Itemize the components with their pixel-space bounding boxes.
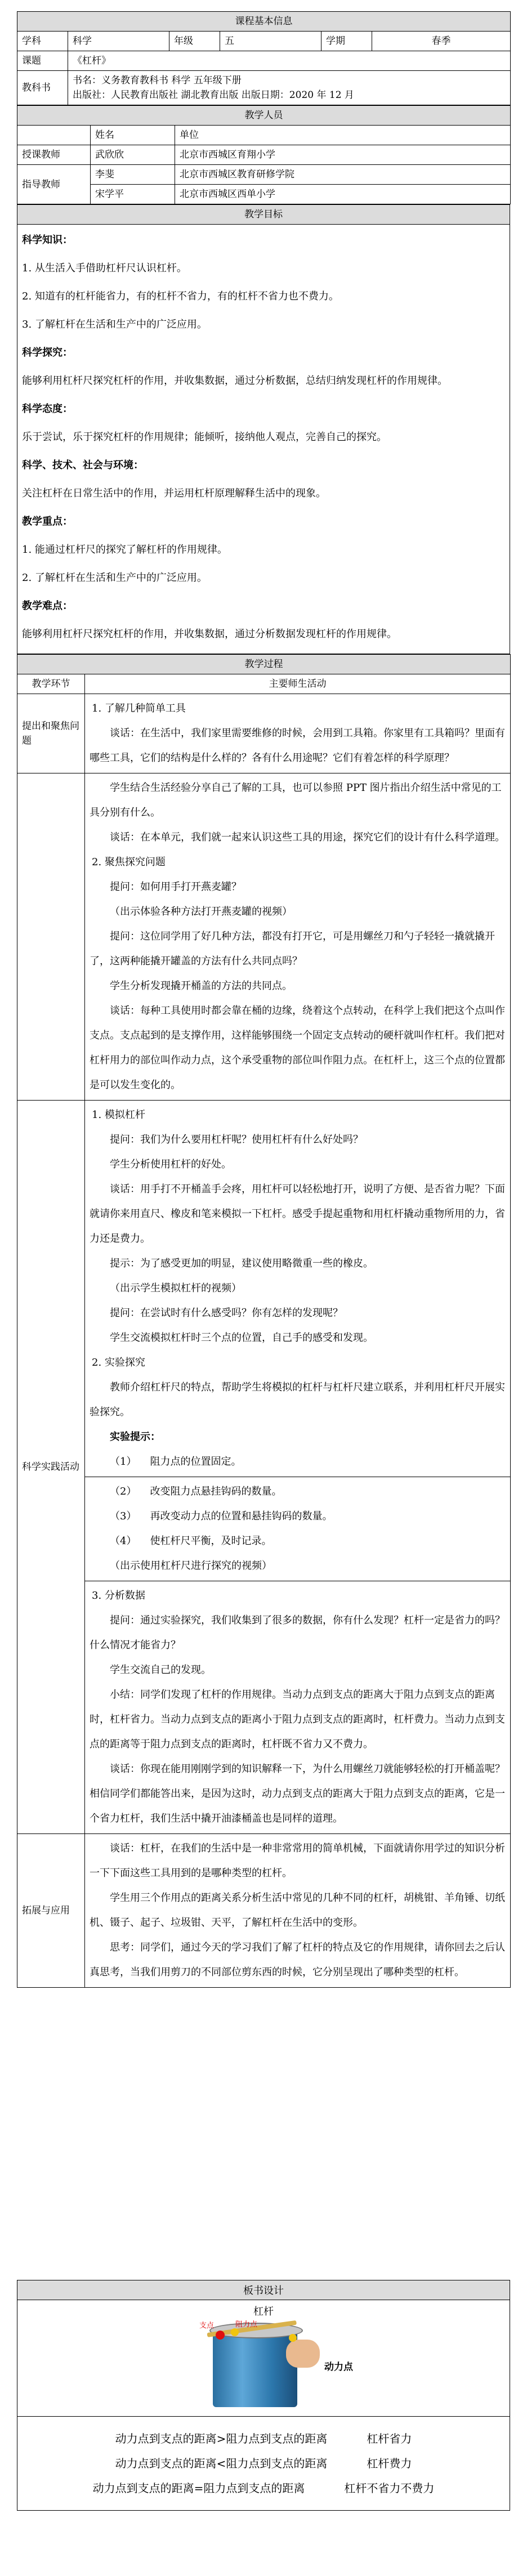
stage-2-heading: 3. 分析数据	[92, 1590, 145, 1602]
stage-1-para: 学生分析发现撬开桶盖的方法的共同点。	[110, 980, 292, 992]
staff-row	[17, 165, 511, 185]
subject-label: 学科	[17, 32, 68, 51]
knowledge-title: 科学知识：	[22, 234, 73, 246]
stage-2-para: 学生交流模拟杠杆时三个点的位置，自己手的感受和发现。	[110, 1332, 373, 1344]
board-rule-3	[17, 2480, 510, 2497]
staff-name-header: 姓名	[91, 126, 175, 145]
difficult-points-title: 教学难点：	[22, 600, 73, 612]
grade-label: 年级	[169, 32, 220, 51]
sts-text: 关注杠杆在日常生活中的作用，并运用杠杆原理解释生活中的现象。	[22, 488, 326, 499]
board-table	[17, 2280, 510, 2511]
textbook-line-2: 出版社：人民教育出版社 湖北教育出版 出版日期：2020 年 12 月	[73, 90, 354, 101]
textbook-label: 教科书	[17, 71, 68, 105]
inquiry-text: 能够利用杠杆尺探究杠杆的作用，并收集数据，通过分析数据，总结归纳发现杠杆的作用规律。	[22, 375, 448, 387]
experiment-tip	[90, 1504, 506, 1529]
stage-1-heading: 2. 聚焦探究问题	[92, 856, 166, 868]
stage-2-activity-a	[85, 1101, 511, 1477]
stage-1-para: （出示体验各种方法打开燕麦罐的视频）	[110, 906, 292, 918]
staff-role: 指导教师	[17, 165, 91, 204]
stage-1-activity-a	[85, 694, 511, 773]
section-title-staff: 教学人员	[17, 106, 511, 126]
key-point-1: 1. 能通过杠杆尺的探究了解杠杆的作用规律。	[22, 544, 227, 556]
board-design	[17, 2280, 510, 2511]
textbook-line-1: 书名：义务教育教科书 科学 五年级下册	[73, 75, 242, 86]
basic-info-table	[17, 11, 511, 105]
knowledge-item-2: 2. 知道有的杠杆能省力，有的杠杆不省力，有的杠杆不省力也不费力。	[22, 290, 339, 302]
tip-number: （3）	[110, 1510, 137, 1522]
section-title-basic: 课程基本信息	[17, 12, 511, 32]
stage-2-para: 提问：在尝试时有什么感受吗？你有怎样的发现呢？	[110, 1307, 343, 1319]
tip-text: 再改变动力点的位置和悬挂钩码的数量。	[150, 1510, 333, 1522]
stage-1-para: 提问：如何用手打开燕麦罐？	[110, 881, 242, 893]
stage-2-para: 提问：我们为什么要用杠杆呢？使用杠杆有什么好处吗？	[110, 1134, 363, 1146]
tip-text: 使杠杆尺平衡，及时记录。	[150, 1535, 272, 1547]
textbook-info	[68, 71, 511, 105]
fulcrum-dot	[216, 2331, 225, 2340]
stage-1-para: 学生结合生活经验分享自己了解的工具，也可以参照 PPT 图片指出介绍生活中常见的工具分别有什么。	[90, 782, 502, 819]
tip-number: （2）	[110, 1486, 137, 1497]
staff-unit: 北京市西城区教育研修学院	[175, 165, 511, 185]
stage-1-activity-b	[85, 773, 511, 1101]
stage-1-para: 提问：这位同学用了好几种方法，都没有打开它，可是用螺丝刀和勺子轻轻一撬就撬开了，这两种能撬开罐盖的方法有什么共同点吗？	[90, 931, 495, 967]
grade-value: 五	[220, 32, 321, 51]
effort-point-dot	[289, 2334, 297, 2342]
staff-name: 武欣欣	[91, 145, 175, 165]
oat-can-image	[213, 2328, 297, 2407]
stage-1-para: 谈话：在本单元，我们就一起来认识这些工具的用途，探究它们的设计有什么科学道理。	[110, 831, 505, 843]
board-rule-2	[17, 2455, 510, 2472]
key-points-title: 教学重点：	[22, 516, 73, 527]
stage-2-label: 科学实践活动	[17, 1101, 85, 1834]
topic-label: 课题	[17, 51, 68, 71]
stage-2-para: 谈话：用手打不开桶盖手会疼，用杠杆可以轻松地打开，说明了方便、是否省力呢？下面就请你来用直尺、橡皮和笔来模拟一下杠杆。感受手提起重物和用杠杆撬动重物所用的力，省力还是费力。	[90, 1183, 505, 1245]
section-title-board: 板书设计	[17, 2280, 510, 2300]
lever-can-illustration	[145, 2320, 382, 2413]
fulcrum-label: 支点	[199, 2322, 215, 2330]
experiment-tip	[90, 1450, 506, 1474]
difficult-point-text: 能够利用杠杆尺探究杠杆的作用，并收集数据，通过分析数据发现杠杆的作用规律。	[22, 628, 397, 640]
staff-header-blank	[17, 126, 91, 145]
term-value: 春季	[372, 32, 511, 51]
rule-result: 杠杆费力	[367, 2457, 412, 2470]
rule-condition: 动力点到支点的距离=阻力点到支点的距离	[92, 2481, 305, 2495]
staff-unit-header: 单位	[175, 126, 511, 145]
stage-column-header: 教学环节	[17, 674, 85, 694]
stage-1-para: 谈话：每种工具使用时都会靠在桶的边缘，绕着这个点转动，在科学上我们把这个点叫作支点。支点起到的是支撑作用，这样能够围绕一个固定支点转动的硬杆就叫作杠杆。我们把对杠杆用力的部位叫作动力点，这个承受重物的部位叫作阻力点。在杠杆上，这三个点的位置都是可以发生变化的。	[90, 1005, 505, 1091]
inquiry-title: 科学探究：	[22, 347, 73, 359]
stage-2-heading: 2. 实验探究	[92, 1357, 145, 1368]
sts-title: 科学、技术、社会与环境：	[22, 459, 144, 471]
board-rules-cell	[17, 2417, 510, 2511]
attitude-text: 乐于尝试，乐于探究杠杆的作用规律；能倾听，接纳他人观点，完善自己的探究。	[22, 431, 387, 443]
board-figure-cell	[17, 2300, 510, 2417]
hand-image	[286, 2340, 320, 2368]
tip-number: （4）	[110, 1535, 137, 1547]
stage-2-activity-c	[85, 1581, 511, 1834]
staff-name: 宋学平	[91, 185, 175, 204]
stage-3-para: 思考：同学们，通过今天的学习我们了解了杠杆的特点及它的作用规律，请你回去之后认真思考，当我们用剪刀的不同部位剪东西的时候，它分别呈现出了哪种类型的杠杆。	[90, 1942, 505, 1978]
lesson-plan-document	[17, 11, 510, 1988]
stage-3-para: 学生用三个作用点的距离关系分析生活中常见的几种不同的杠杆，胡桃钳、羊角锤、切纸机、镊子、起子、垃圾钳、天平，了解杠杆在生活中的变形。	[90, 1892, 505, 1929]
attitude-title: 科学态度：	[22, 403, 73, 415]
stage-2-heading: 1. 模拟杠杆	[92, 1109, 145, 1121]
stage-2-para: （出示使用杠杆尺进行探究的视频）	[110, 1560, 272, 1572]
experiment-tips-title: 实验提示：	[110, 1431, 160, 1443]
rule-condition: 动力点到支点的距离>阻力点到支点的距离	[115, 2432, 328, 2445]
stage-2-para: 谈话：你现在能用刚刚学到的知识解释一下，为什么用螺丝刀就能够轻松的打开桶盖呢？相信同学们都能答出来，是因为这时，动力点到支点的距离大于阻力点到支点的距离，它是一个省力杠杆，我们生活中撬开油漆桶盖也是同样的道理。	[90, 1763, 505, 1824]
tip-number: （1）	[110, 1456, 137, 1468]
staff-role: 授课教师	[17, 145, 91, 165]
stage-1-heading: 1. 了解几种简单工具	[92, 703, 186, 714]
stage-2-activity-b	[85, 1477, 511, 1581]
staff-table	[17, 105, 511, 204]
staff-name: 李斐	[91, 165, 175, 185]
stage-2-para: 提示：为了感受更加的明显，建议使用略微重一些的橡皮。	[110, 1258, 373, 1269]
stage-1-cont-label	[17, 773, 85, 1101]
stage-2-para: （出示学生模拟杠杆的视频）	[110, 1282, 242, 1294]
topic-value: 《杠杆》	[68, 51, 511, 71]
stage-2-para: 教师介绍杠杆尺的特点，帮助学生将模拟的杠杆与杠杆尺建立联系，并利用杠杆尺开展实验探究。	[90, 1381, 505, 1418]
staff-row	[17, 145, 511, 165]
section-title-goals: 教学目标	[17, 205, 510, 225]
effort-label: 动力点	[324, 2362, 353, 2373]
knowledge-item-3: 3. 了解杠杆在生活和生产中的广泛应用。	[22, 319, 207, 330]
stage-2-para: 学生交流自己的发现。	[110, 1664, 211, 1676]
stage-3-label: 拓展与应用	[17, 1834, 85, 1988]
goals-table	[17, 204, 510, 654]
stage-3-activity	[85, 1834, 511, 1988]
resistance-label: 阻力点	[235, 2320, 258, 2329]
subject-value: 科学	[68, 32, 169, 51]
board-title: 杠杆	[253, 2306, 274, 2318]
rule-result: 杠杆不省力不费力	[344, 2481, 435, 2495]
experiment-tip	[90, 1479, 506, 1504]
stage-1-label: 提出和聚焦问题	[17, 694, 85, 773]
rule-condition: 动力点到支点的距离<阻力点到支点的距离	[115, 2457, 328, 2470]
term-label: 学期	[321, 32, 372, 51]
tip-text: 阻力点的位置固定。	[150, 1456, 242, 1468]
resistance-point-dot	[231, 2328, 239, 2336]
staff-unit: 北京市西城区西单小学	[175, 185, 511, 204]
staff-unit: 北京市西城区育翔小学	[175, 145, 511, 165]
process-table	[17, 654, 511, 1988]
section-title-process: 教学过程	[17, 655, 511, 674]
board-rule-1	[17, 2430, 510, 2447]
goals-content	[17, 225, 510, 654]
staff-row	[17, 185, 511, 204]
rule-result: 杠杆省力	[367, 2432, 412, 2445]
key-point-2: 2. 了解杠杆在生活和生产中的广泛应用。	[22, 572, 207, 584]
stage-2-para: 学生分析使用杠杆的好处。	[110, 1159, 231, 1170]
activity-column-header: 主要师生活动	[85, 674, 511, 694]
stage-2-para: 小结：同学们发现了杠杆的作用规律。当动力点到支点的距离大于阻力点到支点的距离时，杠杆省力。当动力点到支点的距离小于阻力点到支点的距离时，杠杆费力。当动力点到支点的距离等于阻力点到支点的距离时，杠杆既不省力又不费力。	[90, 1689, 505, 1750]
stage-1-para: 谈话：在生活中，我们家里需要维修的时候，会用到工具箱。你家里有工具箱吗？里面有哪些工具，它们的结构是什么样的？各有什么用途呢？它们有着怎样的科学原理？	[90, 727, 505, 764]
knowledge-item-1: 1. 从生活入手借助杠杆尺认识杠杆。	[22, 262, 187, 274]
experiment-tip	[90, 1529, 506, 1554]
stage-3-para: 谈话：杠杆，在我们的生活中是一种非常常用的简单机械，下面就请你用学过的知识分析一下下面这些工具用到的是哪种类型的杠杆。	[90, 1842, 505, 1879]
stage-2-para: 提问：通过实验探究，我们收集到了很多的数据，你有什么发现？杠杆一定是省力的吗？什么情况才能省力？	[90, 1615, 505, 1651]
tip-text: 改变阻力点悬挂钩码的数量。	[150, 1486, 282, 1497]
